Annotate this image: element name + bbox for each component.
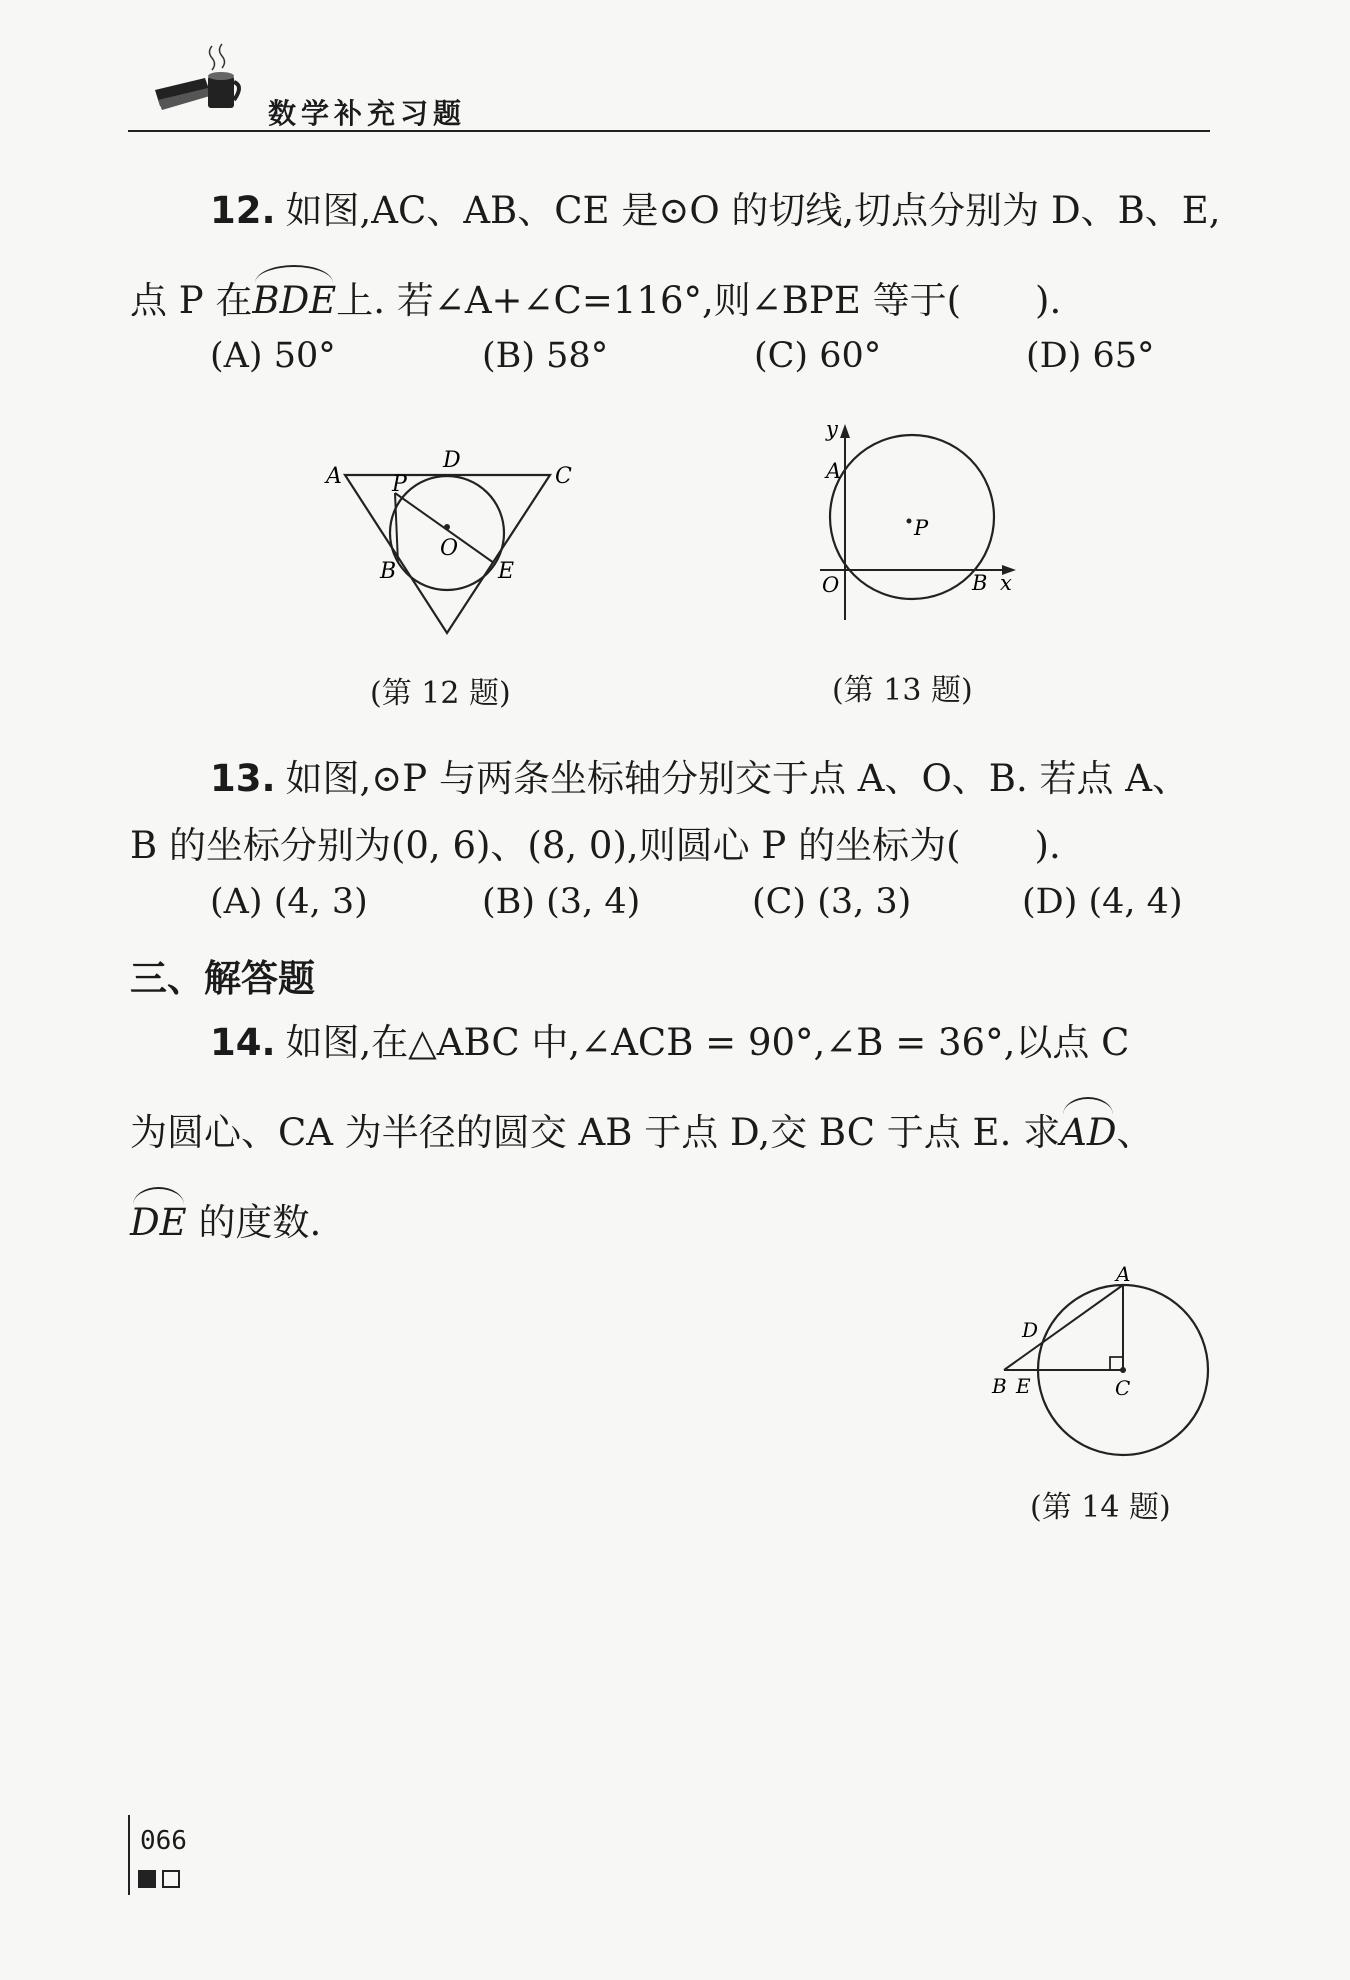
q14-text-2b: 、 — [1116, 1111, 1154, 1154]
q14-text-2a: 为圆心、CA 为半径的圆交 AB 于点 D,交 BC 于点 E. 求 — [130, 1111, 1061, 1154]
q12-label-o: O — [440, 536, 459, 561]
footer-bar — [128, 1815, 130, 1895]
q12-option-c: (C) 60° — [754, 336, 882, 376]
q13-label-b: B — [972, 571, 988, 595]
header-divider — [128, 130, 1210, 132]
q14-label-e: E — [1016, 1374, 1031, 1398]
q12-option-b: (B) 58° — [482, 336, 609, 376]
q14-label-c: C — [1115, 1376, 1131, 1400]
q13-option-b: (B) (3, 4) — [482, 882, 641, 922]
q12-line1 — [210, 180, 1221, 234]
q13-label-x: x — [1000, 571, 1012, 595]
q12-label-c: C — [555, 464, 572, 489]
q12-text-2a: 点 P 在 — [130, 279, 253, 322]
filled-square-icon — [138, 1870, 156, 1888]
q12-circle — [390, 476, 504, 590]
q12-text-2b: 上. 若∠A+∠C=116°,则∠BPE 等于( ). — [336, 279, 1062, 322]
q14-number: 14. — [210, 1021, 276, 1064]
q13-label-p: P — [914, 516, 929, 540]
q13-option-c: (C) (3, 3) — [752, 882, 912, 922]
q13-label-o: O — [822, 573, 840, 597]
q12-option-a: (A) 50° — [210, 336, 336, 376]
q13-number: 13. — [210, 757, 276, 800]
q13-line1 — [210, 748, 1189, 802]
q12-caption: (第 12 题) — [370, 676, 511, 711]
q14-text-1: 如图,在△ABC 中,∠ACB = 90°,∠B = 36°,以点 C — [285, 1021, 1130, 1064]
q12-number: 12. — [210, 189, 276, 232]
q14-line2 — [130, 1102, 1153, 1156]
q12-line2 — [130, 270, 1061, 324]
q13-label-a: A — [826, 459, 842, 483]
q12-label-b: B — [380, 559, 397, 584]
q13-text-1: 如图,⊙P 与两条坐标轴分别交于点 A、O、B. 若点 A、 — [285, 757, 1189, 800]
q12-center-dot — [444, 524, 450, 530]
q12-arc-bde: BDE — [252, 279, 337, 322]
empty-square-icon — [162, 1870, 180, 1888]
q14-arc-de: DE — [130, 1201, 187, 1244]
q12-label-d: D — [443, 448, 461, 473]
q14-label-d: D — [1022, 1318, 1039, 1342]
page-number: 066 — [140, 1826, 187, 1856]
q13-center-dot — [907, 519, 912, 524]
q14-line1 — [210, 1012, 1129, 1066]
q12-option-d: (D) 65° — [1026, 336, 1155, 376]
book-and-coffee-cup-icon — [150, 40, 245, 120]
q14-text-3: 的度数. — [198, 1201, 322, 1244]
q14-label-a: A — [1116, 1262, 1131, 1286]
q14-figure — [980, 1255, 1220, 1470]
q14-caption: (第 14 题) — [1030, 1490, 1171, 1525]
q13-line2: B 的坐标分别为(0, 6)、(8, 0),则圆心 P 的坐标为( ). — [130, 824, 1061, 867]
q13-circle — [830, 435, 994, 599]
q14-line3 — [130, 1192, 321, 1246]
book-title: 数学补充习题 — [268, 97, 467, 130]
q12-figure — [310, 435, 570, 645]
q13-option-a: (A) (4, 3) — [210, 882, 368, 922]
q13-figure — [800, 410, 1040, 630]
q13-y-arrow — [840, 424, 850, 438]
q12-label-p: P — [392, 472, 407, 497]
q12-label-e: E — [498, 559, 515, 584]
q14-center-dot — [1120, 1367, 1126, 1373]
section-title: 三、解答题 — [130, 957, 315, 1000]
q14-label-b: B — [992, 1374, 1007, 1398]
q14-arc-ad: AD — [1060, 1111, 1117, 1154]
q12-text-1: 如图,AC、AB、CE 是⊙O 的切线,切点分别为 D、B、E, — [285, 189, 1221, 232]
q12-label-a: A — [326, 464, 342, 489]
q13-option-d: (D) (4, 4) — [1022, 882, 1183, 922]
q13-caption: (第 13 题) — [832, 673, 973, 708]
q13-label-y: y — [826, 417, 838, 441]
